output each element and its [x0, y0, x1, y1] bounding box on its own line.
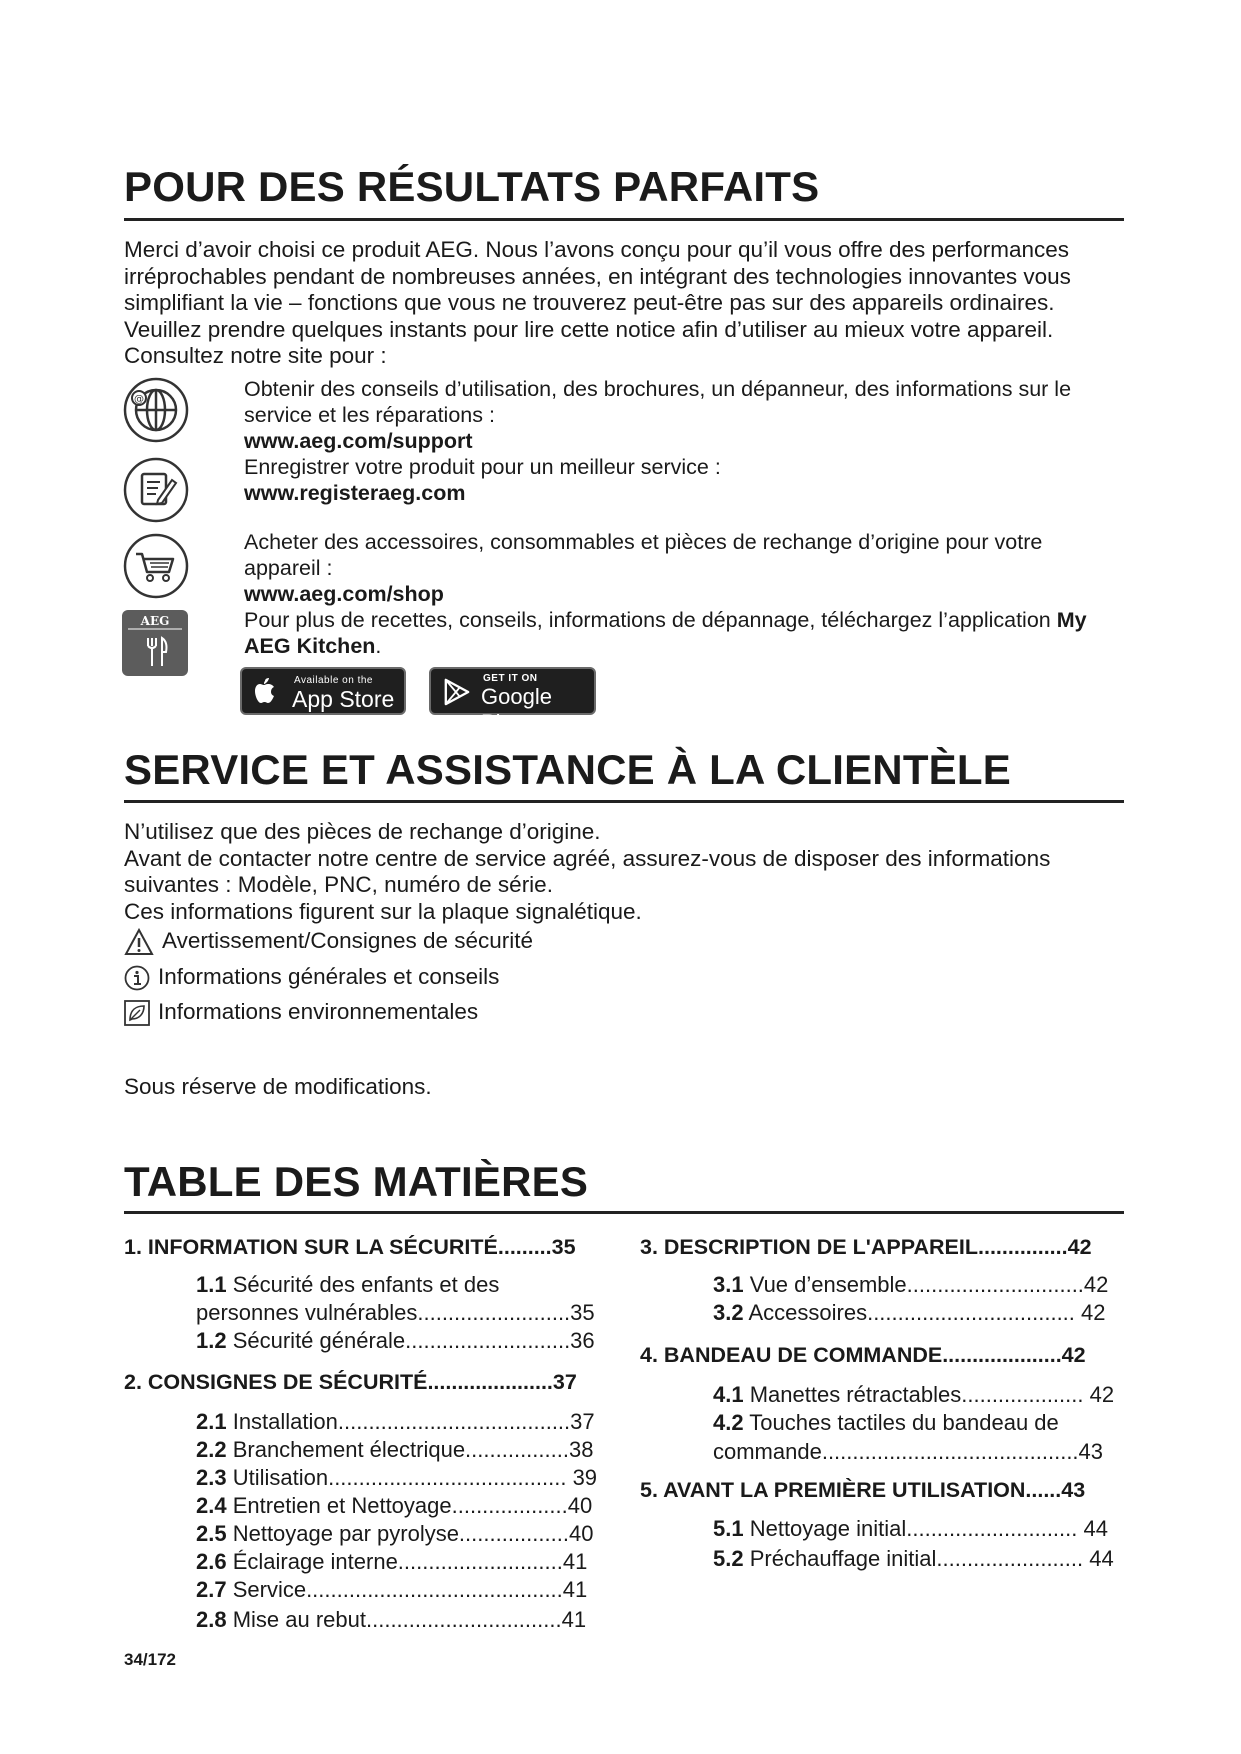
toc-entry-5-1[interactable]: 5.1 Nettoyage initial............................ 44	[713, 1516, 1108, 1541]
google-play-icon	[443, 678, 471, 706]
apple-icon	[254, 677, 278, 705]
section-title-results: POUR DES RÉSULTATS PARFAITS	[124, 163, 820, 210]
toc-entry-4[interactable]: 4. BANDEAU DE COMMANDE....................42	[640, 1343, 1086, 1367]
google-play-badge[interactable]: GET IT ON Google Play	[429, 667, 596, 715]
shop-item: Acheter des accessoires, consommables et pièces de rechange d’origine pour votre appareil : www.aeg.com/shop	[244, 529, 1124, 607]
legend-info: Informations générales et conseils	[124, 964, 499, 991]
toc-entry-3[interactable]: 3. DESCRIPTION DE L'APPAREIL...............42	[640, 1235, 1092, 1259]
svg-text:@: @	[134, 394, 144, 405]
shop-link[interactable]: www.aeg.com/shop	[244, 582, 444, 606]
support-item: Obtenir des conseils d’utilisation, des brochures, un dépanneur, des informations sur le service et les réparations : www.aeg.com/support	[244, 376, 1124, 454]
toc-entry-2-8[interactable]: 2.8 Mise au rebut................................41	[196, 1607, 587, 1632]
app-store-badge[interactable]: Available on the App Store	[240, 667, 406, 715]
toc-entry-2-7[interactable]: 2.7 Service..........................................41	[196, 1577, 588, 1602]
toc-entry-1-1-cont[interactable]: personnes vulnérables.........................35	[196, 1300, 595, 1325]
toc-entry-1-1[interactable]: 1.1 Sécurité des enfants et des	[196, 1272, 500, 1297]
toc-entry-2[interactable]: 2. CONSIGNES DE SÉCURITÉ.....................37	[124, 1370, 577, 1394]
toc-entry-2-6[interactable]: 2.6 Éclairage interne...........................41	[196, 1549, 588, 1574]
toc-entry-1-2[interactable]: 1.2 Sécurité générale...........................36	[196, 1328, 595, 1353]
toc-entry-1[interactable]: 1. INFORMATION SUR LA SÉCURITÉ.........35	[124, 1235, 576, 1259]
section-rule	[124, 218, 1124, 221]
service-paragraph: N’utilisez que des pièces de rechange d’origine. Avant de contacter notre centre de service agréé, assurez-vous de disposer des informations suivantes : Modèle, PNC, numéro de série. Ces informations figurent sur la plaque signalétique.	[124, 819, 1051, 924]
toc-entry-5-2[interactable]: 5.2 Préchauffage initial........................ 44	[713, 1546, 1114, 1571]
cart-icon	[122, 532, 190, 600]
toc-entry-2-5[interactable]: 2.5 Nettoyage par pyrolyse..................40	[196, 1521, 594, 1546]
toc-entry-2-3[interactable]: 2.3 Utilisation....................................... 39	[196, 1465, 598, 1490]
intro-paragraph: Merci d’avoir choisi ce produit AEG. Nous l’avons conçu pour qu’il vous offre des performances irréprochables pendant de nombreuses années, en intégrant des technologies innovantes vous simplifiant la vie – fonctions que vous ne trouverez peut-être pas sur des appareils ordinaires. Veuillez prendre quelques instants pour lire cette notice afin d’utiliser au mieux votre appareil. Consultez notre site pour :	[124, 237, 1071, 368]
toc-entry-4-2[interactable]: 4.2 Touches tactiles du bandeau de	[713, 1410, 1059, 1435]
register-item: Enregistrer votre produit pour un meilleur service : www.registeraeg.com	[244, 454, 1124, 506]
page-number: 34/172	[124, 1650, 176, 1669]
toc-entry-3-1[interactable]: 3.1 Vue d’ensemble.............................42	[713, 1272, 1109, 1297]
app-item: Pour plus de recettes, conseils, informations de dépannage, téléchargez l’application My AEG Kitchen.	[244, 608, 1087, 658]
section-title-toc: TABLE DES MATIÈRES	[124, 1158, 589, 1205]
warning-icon	[124, 928, 154, 956]
section-rule	[124, 800, 1124, 803]
leaf-icon	[124, 1000, 150, 1026]
legend-warning: Avertissement/Consignes de sécurité	[124, 928, 533, 956]
toc-entry-2-1[interactable]: 2.1 Installation......................................37	[196, 1409, 595, 1434]
toc-entry-2-2[interactable]: 2.2 Branchement électrique.................38	[196, 1437, 594, 1462]
support-link[interactable]: www.aeg.com/support	[244, 429, 473, 453]
toc-entry-3-2[interactable]: 3.2 Accessoires.................................. 42	[713, 1300, 1106, 1325]
legend-environment: Informations environnementales	[124, 999, 478, 1026]
toc-entry-4-1[interactable]: 4.1 Manettes rétractables.................... 42	[713, 1382, 1115, 1407]
toc-entry-2-4[interactable]: 2.4 Entretien et Nettoyage...................40	[196, 1493, 593, 1518]
section-rule	[124, 1211, 1124, 1214]
section-title-service: SERVICE ET ASSISTANCE À LA CLIENTÈLE	[124, 746, 1011, 793]
toc-entry-5[interactable]: 5. AVANT LA PREMIÈRE UTILISATION......43	[640, 1478, 1086, 1502]
register-icon	[122, 456, 190, 524]
globe-icon	[122, 376, 190, 444]
register-link[interactable]: www.registeraeg.com	[244, 481, 466, 505]
aeg-app-icon: AEG	[122, 610, 188, 676]
toc-entry-4-2-cont[interactable]: commande..........................................43	[713, 1439, 1104, 1464]
info-icon	[124, 965, 150, 991]
modifications-note: Sous réserve de modifications.	[124, 1074, 432, 1099]
